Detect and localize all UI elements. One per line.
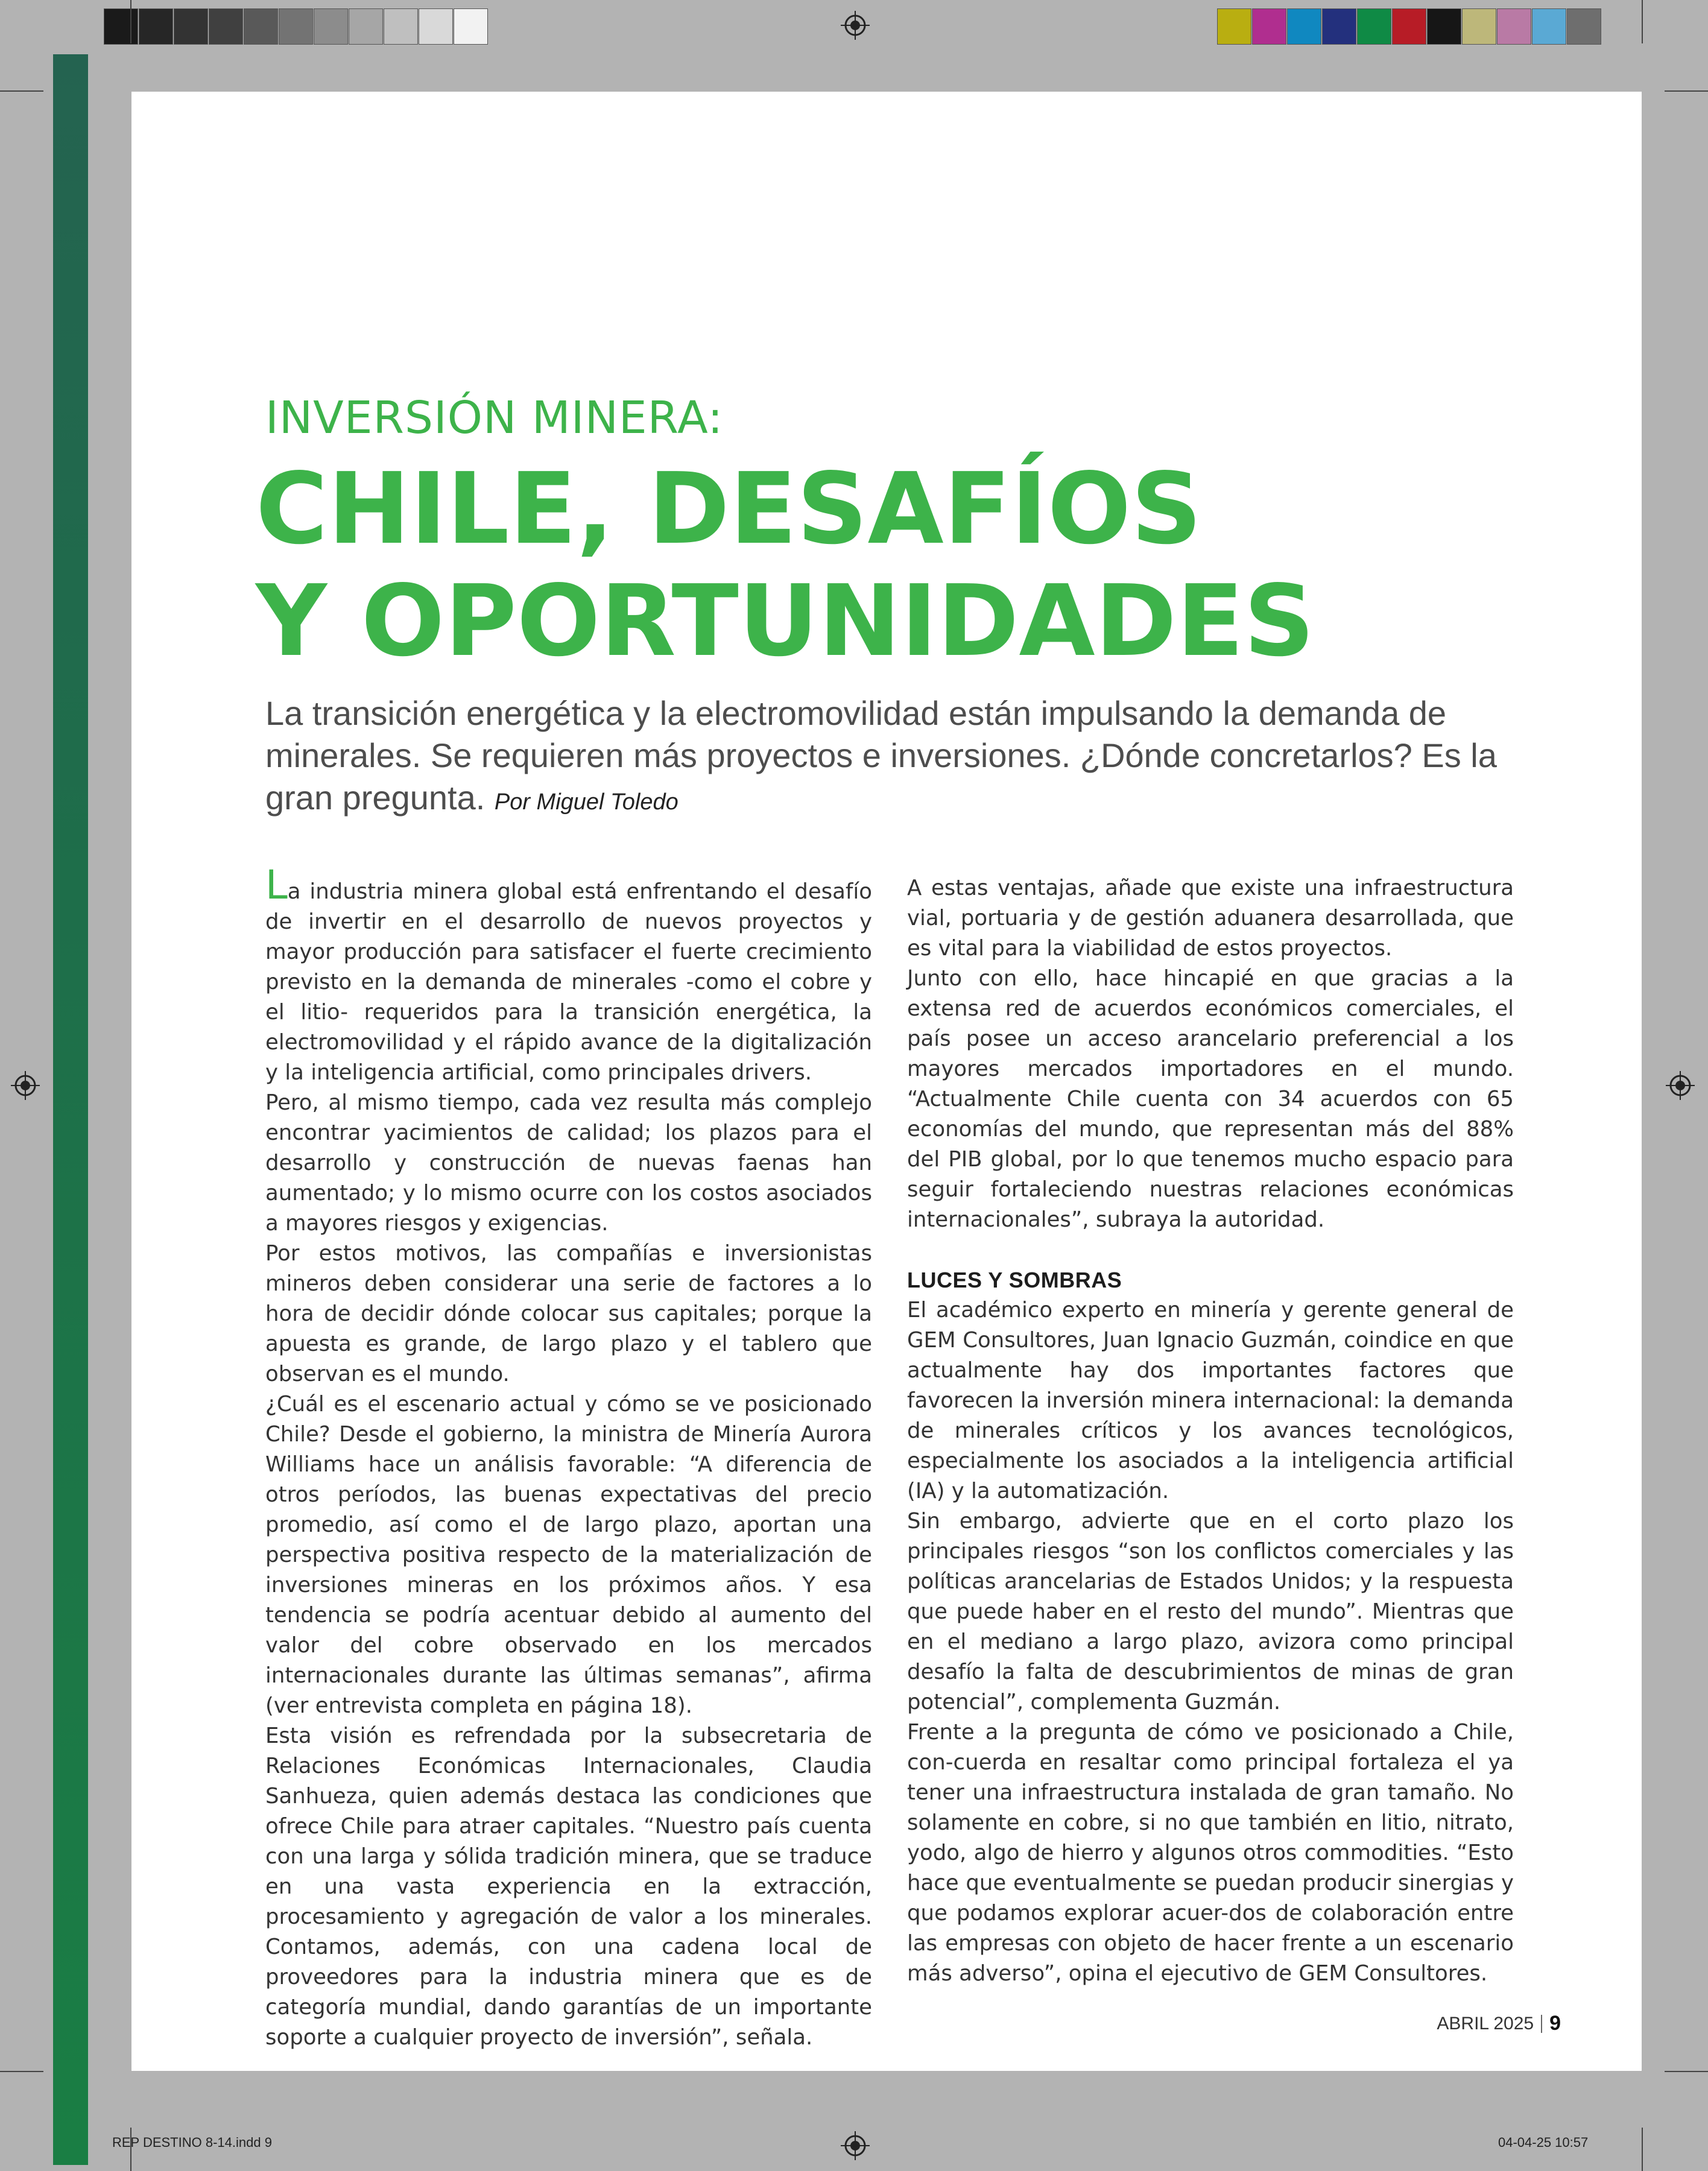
process-color-swatch [1252, 8, 1286, 45]
gray-swatch [279, 8, 313, 45]
crop-mark [1665, 90, 1708, 92]
process-color-swatch [1462, 8, 1496, 45]
issue-date: ABRIL 2025 [1437, 2013, 1534, 2034]
process-color-swatch [1532, 8, 1566, 45]
paragraph: A estas ventajas, añade que existe una infraestructura vial, portuaria y de gestión aduanera desarrollada, que es vital para la viabilidad de estos proyectos. [907, 876, 1514, 961]
crop-mark [130, 0, 131, 43]
crop-mark [0, 2071, 43, 2072]
article-deck [265, 692, 1520, 823]
slug-filename: REP DESTINO 8-14.indd 9 [112, 2135, 272, 2150]
gray-swatch [174, 8, 208, 45]
process-color-swatch [1287, 8, 1321, 45]
headline-line-1: CHILE, DESAFÍOS [256, 452, 1202, 566]
gray-swatch [314, 8, 348, 45]
gray-swatch [384, 8, 418, 45]
folio-divider [1541, 2015, 1542, 2033]
grayscale-color-bar [104, 8, 489, 46]
paragraph: Junto con ello, hace hincapié en que gracias a la extensa red de acuerdos económicos comerciales, el país posee un acceso arancelario preferencial a los mayores mercados importadores en el mundo. “Actualmente Chile cuenta con 34 acuerdos con 65 economías del mundo, que representan más del 88% del PIB global, por lo que tenemos mucho espacio para seguir fortaleciendo nuestras relaciones económicas internacionales”, subraya la autoridad. [907, 966, 1514, 1232]
byline: Por Miguel Toledo [494, 789, 678, 815]
article-kicker: INVERSIÓN MINERA: [265, 392, 724, 444]
article-column-2 [907, 873, 1514, 1989]
gray-swatch [244, 8, 278, 45]
page-number: 9 [1549, 2012, 1561, 2035]
process-color-swatch [1217, 8, 1251, 45]
green-bleed-strip [53, 54, 88, 2165]
registration-mark-icon [11, 1071, 40, 1100]
process-color-swatch [1392, 8, 1426, 45]
page-folio [1437, 2012, 1561, 2035]
process-color-bar [1217, 8, 1602, 46]
paragraph: Frente a la pregunta de cómo ve posicionado a Chile, con-cuerda en resaltar como principal fortaleza el ya tener una infraestructura instalada de gran tamaño. No solamente en cobre, si no que también en litio, nitrato, yodo, algo de hierro y algunos otros commodities. “Esto hace que eventualmente se puedan producir sinergias y que podamos explorar acuer-dos de colaboración entre las empresas con objeto de hacer frente a un escenario más adverso”, opina el ejecutivo de GEM Consultores. [907, 1720, 1514, 1986]
crop-mark [1665, 2071, 1708, 2072]
slug-datetime: 04-04-25 10:57 [1498, 2135, 1589, 2150]
process-color-swatch [1322, 8, 1356, 45]
section-subhead: LUCES Y SOMBRAS [907, 1268, 1122, 1292]
gray-swatch [454, 8, 488, 45]
paragraph: Sin embargo, advierte que en el corto plazo los principales riesgos “son los conflictos comerciales y las políticas arancelarias de Estados Unidos; y la respuesta que puede haber en el resto del mundo”. Mientras que en el mediano a largo plazo, avizora como principal desafío la falta de descubrimientos de minas de gran potencial”, complementa Guzmán. [907, 1509, 1514, 1714]
process-color-swatch [1357, 8, 1391, 45]
article-column-1 [265, 862, 872, 2053]
article-headline [256, 453, 1315, 678]
registration-mark-icon [1666, 1071, 1695, 1100]
gray-swatch [209, 8, 243, 45]
deck-text: La transición energética y la electromovilidad están impulsando la demanda de minerales. Se requieren más proyectos e inversiones. ¿Dónde concretarlos? Es la gran pregunta. [265, 694, 1497, 817]
paragraph: ¿Cuál es el escenario actual y cómo se ve posicionado Chile? Desde el gobierno, la ministra de Minería Aurora Williams hace un análisis favorable: “A diferencia de otros períodos, las buenas expectativas del precio promedio, así como el de largo plazo, aportan una perspectiva positiva respecto de la materialización de inversiones mineras en los próximos años. Y esa tendencia se podría acentuar debido al aumento del valor del cobre observado en los mercados internacionales durante las últimas semanas”, afirma (ver entrevista completa en página 18). [265, 1392, 872, 1718]
paragraph: El académico experto en minería y gerente general de GEM Consultores, Juan Ignacio Guzmán, coindice en que actualmente hay dos importantes factores que favorecen la inversión minera internacional: la demanda de minerales críticos y los avances tecnológicos, especialmente los asociados a la inteligencia artificial (IA) y la automatización. [907, 1298, 1514, 1503]
drop-cap: L [265, 862, 288, 908]
headline-line-2: Y OPORTUNIDADES [256, 564, 1315, 678]
paragraph: La industria minera global está enfrentando el desafío de invertir en el desarrollo de nuevos proyectos y mayor producción para satisfacer el fuerte crecimiento previsto en la demanda de minerales -como el cobre y el litio- requeridos para la transición energética, la electromovilidad y el rápido avance de la digitalización y la inteligencia artificial, como principales drivers. [265, 862, 872, 1085]
process-color-swatch [1427, 8, 1461, 45]
crop-mark [1642, 2128, 1643, 2171]
process-color-swatch [1497, 8, 1531, 45]
crop-mark [1642, 0, 1643, 43]
process-color-swatch [1567, 8, 1601, 45]
gray-swatch [419, 8, 453, 45]
gray-swatch [349, 8, 383, 45]
gray-swatch [139, 8, 173, 45]
registration-mark-icon [841, 2131, 870, 2160]
registration-mark-icon [841, 11, 870, 40]
crop-mark [0, 90, 43, 92]
paragraph: Por estos motivos, las compañías e inversionistas mineros deben considerar una serie de factores a lo hora de decidir dónde colocar sus capitales; porque la apuesta es grande, de largo plazo y el tablero que observan es el mundo. [265, 1241, 872, 1386]
paragraph: Pero, al mismo tiempo, cada vez resulta más complejo encontrar yacimientos de calidad; los plazos para el desarrollo y construcción de nuevas faenas han aumentado; y lo mismo ocurre con los costos asociados a mayores riesgos y exigencias. [265, 1090, 872, 1236]
paragraph: Esta visión es refrendada por la subsecretaria de Relaciones Económicas Internacionales, Claudia Sanhueza, quien además destaca las condiciones que ofrece Chile para atraer capitales. “Nuestro país cuenta con una larga y sólida tradición minera, que se traduce en una vasta experiencia en la extracción, procesamiento y agregación de valor a los minerales. Contamos, además, con una cadena local de proveedores para la industria minera que es de categoría mundial, dando garantías de un importante soporte a cualquier proyecto de inversión”, señala. [265, 1724, 872, 2050]
gray-swatch [104, 8, 138, 45]
